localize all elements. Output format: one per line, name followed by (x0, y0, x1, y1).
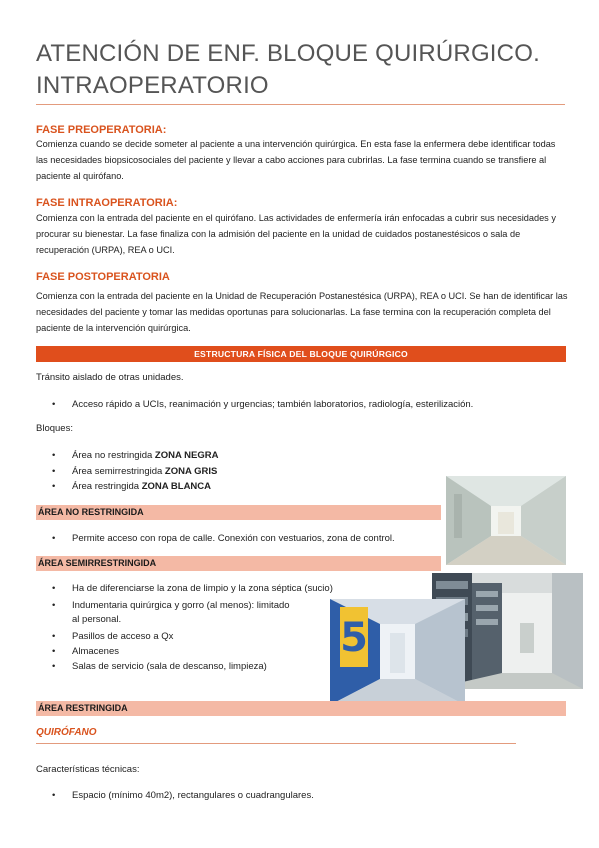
bullet-icon: • (52, 661, 56, 672)
bloque-zone: ZONA GRIS (164, 466, 218, 477)
list-item (52, 598, 290, 613)
list-item (52, 397, 474, 412)
bloque-zone: ZONA NEGRA (154, 450, 219, 461)
intraoperatoria-text: Comienza con la entrada del paciente en el quirófano. Las actividades de enfermería irán enfocadas a cubrir sus necesidades y procurar su bienestar. La fase finaliza con la admisión del paciente en la unidad de cuidados postanestésicos o sala de recuperación (URPA), REA o UCI. (36, 213, 556, 255)
title-divider (36, 104, 565, 105)
bullet-icon: • (52, 399, 56, 410)
bloque-text: Área no restringida (72, 450, 155, 461)
bullet-icon: • (52, 533, 56, 544)
list-item (52, 659, 267, 674)
quirofano-divider (36, 743, 516, 744)
preoperatoria-text: Comienza cuando se decide someter al paciente a una intervención quirúrgica. En esta fase la enfermera debe identificar todas las necesidades biopsicosociales del paciente y llevar a cabo acciones para cubrirlas. La fase termina cuando se transfiere al paciente al quirófano. (36, 139, 556, 181)
semi-bullet-text: Indumentaria quirúrgica y gorro (al menos): limitado (72, 600, 290, 611)
list-item (52, 629, 174, 644)
quirofano-heading: QUIRÓFANO (36, 727, 97, 738)
page-title-line-1: ATENCIÓN DE ENF. BLOQUE QUIRÚRGICO. (36, 40, 540, 67)
semi-bullet-text: Almacenes (72, 646, 119, 657)
list-item (52, 581, 333, 596)
section-banner: ESTRUCTURA FÍSICA DEL BLOQUE QUIRÚRGICO (36, 346, 566, 362)
area-no-bullet-text: Permite acceso con ropa de calle. Conexión con vestuarios, zona de control. (72, 533, 395, 544)
list-item (52, 531, 395, 546)
postoperatoria-text: Comienza con la entrada del paciente en la Unidad de Recuperación Postanestésica (URPA), REA o UCI. Se han de identificar las necesidades del paciente y tomar las medidas oportunas para solucionarlas. La fase termina con la recuperación completa del paciente de la intervención quirúrgica. (36, 291, 568, 333)
corridor-photo (446, 476, 566, 565)
bullet-icon: • (52, 631, 56, 642)
bullet-icon: • (52, 450, 56, 461)
bullet-icon: • (52, 646, 56, 657)
page-title (36, 38, 576, 102)
transit-text: Tránsito aislado de otras unidades. (36, 372, 184, 383)
semi-bullet-text: Ha de diferenciarse la zona de limpio y la zona séptica (sucio) (72, 583, 333, 594)
caracteristicas-label: Características técnicas: (36, 764, 140, 775)
semi-bullet-text: Pasillos de acceso a Qx (72, 631, 174, 642)
svg-text:5: 5 (340, 615, 368, 661)
postoperatoria-heading: FASE POSTOPERATORIA (36, 271, 170, 283)
list-item (52, 479, 212, 494)
semi-bullet-continuation: al personal. (72, 614, 122, 625)
blue-corridor-image (330, 599, 465, 705)
list-item (52, 464, 218, 479)
bloque-zone: ZONA BLANCA (141, 481, 212, 492)
preoperatoria-heading: FASE PREOPERATORIA: (36, 124, 167, 136)
area-semirrestringida-heading: ÁREA SEMIRRESTRINGIDA (36, 556, 441, 571)
blue-corridor-photo (330, 599, 465, 705)
bloque-text: Área semirrestringida (72, 466, 165, 477)
list-item (52, 644, 119, 659)
bullet-icon: • (52, 790, 56, 801)
bullet-icon: • (52, 600, 56, 611)
caracteristicas-bullet-text: Espacio (mínimo 40m2), rectangulares o cuadrangulares. (72, 790, 314, 801)
bloques-label: Bloques: (36, 423, 73, 434)
intraoperatoria-heading: FASE INTRAOPERATORIA: (36, 197, 178, 209)
list-item (52, 448, 219, 463)
corridor-image (446, 476, 566, 565)
semi-bullet-text: Salas de servicio (sala de descanso, limpieza) (72, 661, 267, 672)
transit-bullet-text: Acceso rápido a UCIs, reanimación y urgencias; también laboratorios, radiología, esterilización. (72, 399, 474, 410)
bullet-icon: • (52, 481, 56, 492)
bullet-icon: • (52, 466, 56, 477)
list-item (52, 788, 314, 803)
area-no-restringida-heading: ÁREA NO RESTRINGIDA (36, 505, 441, 520)
bloque-text: Área restringida (72, 481, 142, 492)
bullet-icon: • (52, 583, 56, 594)
area-restringida-heading: ÁREA RESTRINGIDA (36, 701, 566, 716)
page-title-line-2: INTRAOPERATORIO (36, 72, 269, 99)
